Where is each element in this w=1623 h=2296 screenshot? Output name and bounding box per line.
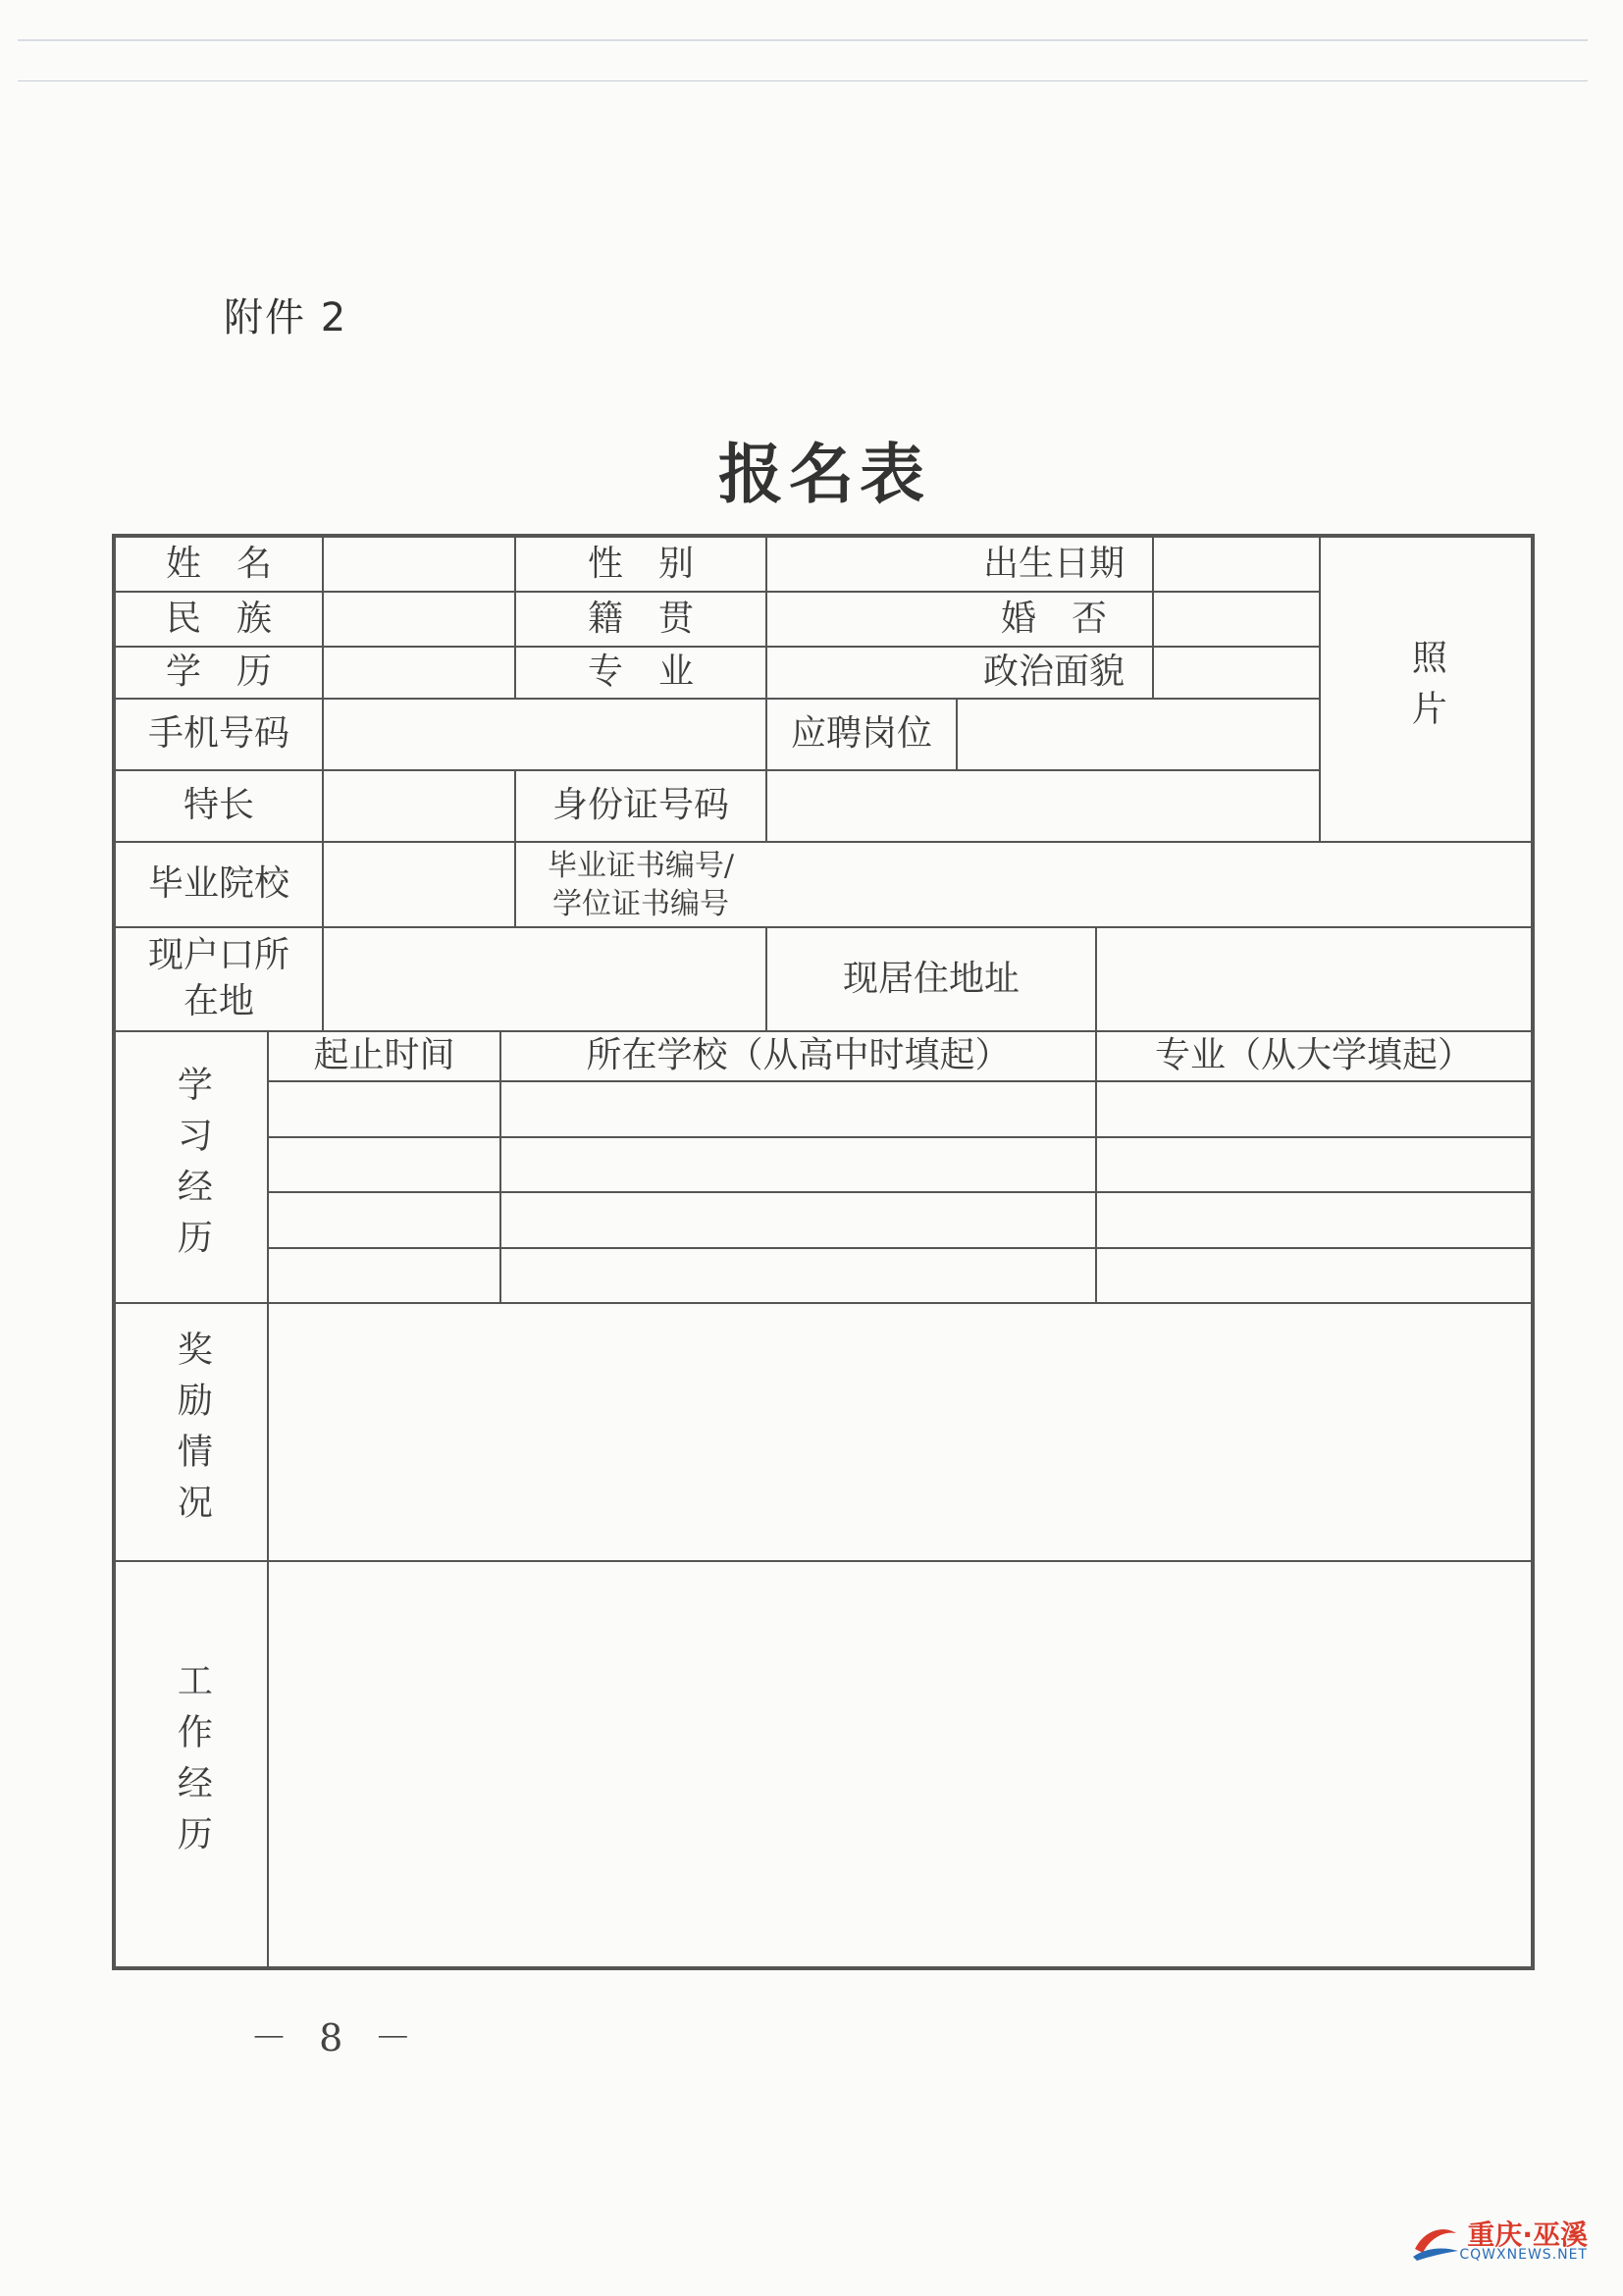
label-hukou	[116, 928, 322, 1030]
label-birth-date: 出生日期	[982, 543, 1125, 584]
study-row-2-major[interactable]	[1097, 1138, 1531, 1191]
cert-number-field[interactable]	[767, 843, 1531, 926]
ethnicity-field[interactable]	[324, 593, 514, 646]
study-header-period: 起止时间	[313, 1035, 455, 1076]
label-position: 应聘岗位	[790, 713, 932, 755]
top-rule	[18, 39, 1588, 41]
swoosh-icon	[1411, 2219, 1460, 2263]
watermark-brand: 重庆·巫溪	[1467, 2218, 1588, 2251]
top-rule-secondary	[18, 80, 1588, 81]
study-row-1-school[interactable]	[501, 1082, 1095, 1136]
major-field[interactable]	[767, 648, 956, 698]
label-gender: 性 别	[587, 543, 694, 584]
study-row-4-period[interactable]	[269, 1249, 499, 1302]
study-row-1-period[interactable]	[269, 1082, 499, 1136]
label-ethnicity: 民 族	[165, 598, 272, 639]
page-title: 报名表	[718, 436, 930, 512]
education-field[interactable]	[324, 648, 514, 698]
attachment-label: 附件 2	[224, 295, 348, 340]
label-address: 现居住地址	[842, 958, 1020, 999]
study-header-major: 专业（从大学填起）	[1154, 1035, 1473, 1076]
label-hukou-line2: 在地	[183, 981, 254, 1021]
address-field[interactable]	[1097, 928, 1531, 1030]
name-field[interactable]	[324, 538, 514, 591]
marital-status-field[interactable]	[1154, 593, 1319, 646]
label-id-number: 身份证号码	[551, 785, 729, 826]
page-number: － 8 －	[250, 2016, 422, 2060]
watermark-site: CQWXNEWS.NET	[1459, 2247, 1588, 2263]
study-row-3-school[interactable]	[501, 1193, 1095, 1247]
label-study-history: 学习经历	[172, 1065, 213, 1270]
study-row-2-period[interactable]	[269, 1138, 499, 1191]
label-phone: 手机号码	[147, 713, 289, 755]
study-header-school: 所在学校（从高中时填起）	[586, 1035, 1011, 1076]
label-political-status: 政治面貌	[982, 652, 1125, 693]
id-number-field[interactable]	[767, 771, 1319, 841]
label-marital-status: 婚 否	[1000, 598, 1107, 639]
label-education: 学 历	[165, 652, 272, 693]
label-hukou-line1: 现户口所	[147, 935, 289, 976]
work-history-field[interactable]	[269, 1562, 1531, 1966]
awards-field[interactable]	[269, 1304, 1531, 1560]
label-specialty: 特长	[183, 785, 254, 826]
school-field[interactable]	[324, 843, 514, 926]
study-row-2-school[interactable]	[501, 1138, 1095, 1191]
label-cert-number-line1: 毕业证书编号/	[547, 848, 735, 883]
study-row-3-major[interactable]	[1097, 1193, 1531, 1247]
label-school: 毕业院校	[147, 863, 289, 905]
study-row-3-period[interactable]	[269, 1193, 499, 1247]
label-native-place: 籍 贯	[587, 598, 694, 639]
specialty-field[interactable]	[324, 771, 514, 841]
study-row-4-school[interactable]	[501, 1249, 1095, 1302]
political-status-field[interactable]	[1154, 648, 1319, 698]
label-cert-number-line2: 学位证书编号	[552, 886, 729, 921]
watermark-logo	[1411, 2214, 1588, 2269]
label-work-history: 工作经历	[172, 1662, 213, 1866]
phone-field[interactable]	[324, 700, 765, 769]
study-row-4-major[interactable]	[1097, 1249, 1531, 1302]
birth-date-field[interactable]	[1154, 538, 1319, 591]
registration-form	[112, 534, 1535, 1970]
study-row-1-major[interactable]	[1097, 1082, 1531, 1136]
position-field[interactable]	[958, 700, 1319, 769]
label-awards: 奖励情况	[172, 1330, 213, 1535]
native-place-field[interactable]	[767, 593, 956, 646]
label-major: 专 业	[587, 652, 694, 693]
hukou-field[interactable]	[324, 928, 765, 1030]
label-cert-number	[516, 843, 765, 926]
label-name: 姓 名	[165, 543, 272, 584]
photo-box[interactable]: 照片	[1406, 638, 1447, 741]
